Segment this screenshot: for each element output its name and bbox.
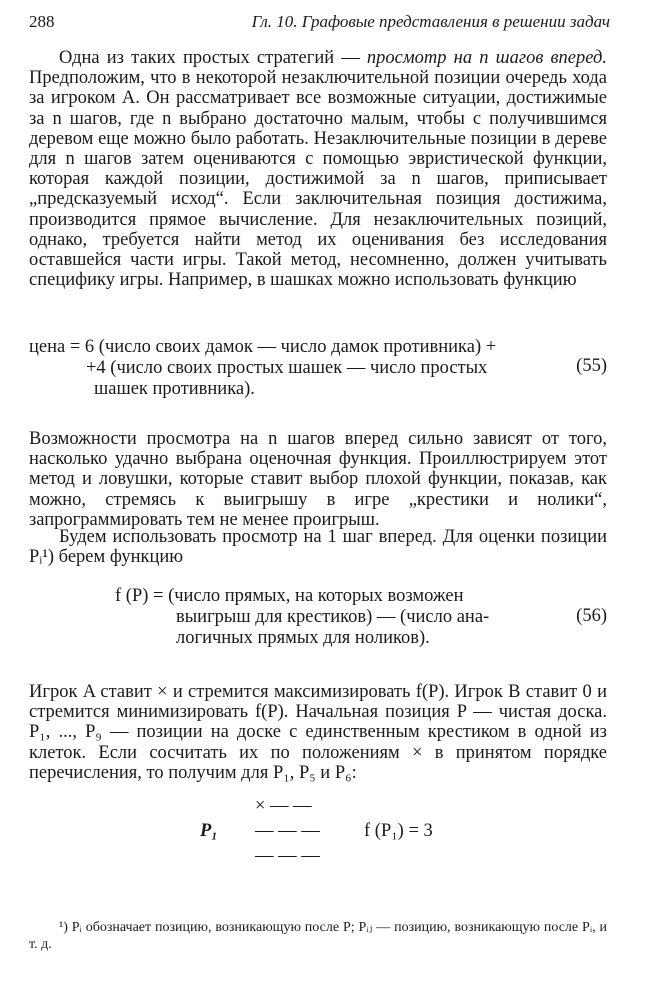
paragraph-players: Игрок A ставит × и стремится максимизировать f(P). Игрок B ставит 0 и стремится минимизировать f(P). Начальная позиция P — чистая доска. P₁, ..., P₉ — позиции на доске с единственным крестиком в одной из клеток. Если сосчитать их по положениям × в принятом порядке перечисления, то получим для P₁, P₅ и P₆: bbox=[29, 682, 607, 783]
formula-55-line-3: шашек противника). bbox=[94, 379, 255, 399]
board-label: P₁ bbox=[200, 821, 218, 841]
footnote: ¹) Pᵢ обозначает позицию, возникающую после P; Pᵢⱼ — позицию, возникающую после Pᵢ, и т. д. bbox=[29, 920, 607, 952]
paragraph-one-step: Будем использовать просмотр на 1 шаг вперед. Для оценки позиции Pᵢ¹) берем функцию bbox=[29, 527, 607, 568]
formula-55-line-1: цена = 6 (число своих дамок — число дамок противника) + bbox=[29, 337, 497, 357]
equation-number-56: (56) bbox=[576, 606, 607, 626]
formula-56-line-3: логичных прямых для ноликов). bbox=[176, 628, 430, 648]
paragraph-lookahead-lead: Одна из таких простых стратегий — bbox=[59, 48, 367, 68]
board-row-2: — — — bbox=[255, 821, 320, 841]
formula-55-line-2: +4 (число своих простых шашек — число простых bbox=[86, 358, 488, 378]
page-number: 288 bbox=[29, 12, 55, 31]
paragraph-lookahead-body: Предположим, что в некоторой незаключительной позиции очередь хода за игроком A. Он рассматривает все возможные ситуации, достижимые за n шагов, где n выбрано достаточно малым, чтобы с получившимся деревом еще можно было работать. Незаключительные позиции в дереве для n шагов затем оцениваются с помощью эвристической функции, которая каждой позиции, достижимой за n шагов, приписывает „предсказуемый исход“. Если заключительная позиция достижима, производится прямое вычисление. Для незаключительных позиций, однако, требуется найти метод их оценивания без исследования оставшейся части игры. Такой метод, несомненно, должен учитывать специфику игры. Например, в шашках можно использовать функцию bbox=[29, 68, 607, 291]
board-row-1: × — — bbox=[255, 796, 312, 816]
running-title: Гл. 10. Графовые представления в решении задач bbox=[251, 12, 610, 31]
paragraph-lookahead bbox=[29, 48, 607, 290]
equation-number-55: (55) bbox=[576, 356, 607, 376]
paragraph-evaluation: Возможности просмотра на n шагов вперед сильно зависят от того, насколько удачно выбрана оценочная функция. Проиллюстрируем этот метод и ловушки, которые ставит выбор плохой функции, показав, как можно, стремясь к выигрышу в игре „крестики и нолики“, запрограммировать тем не менее проигрыш. bbox=[29, 429, 607, 530]
formula-56-line-2: выигрыш для крестиков) — (число ана- bbox=[176, 607, 490, 627]
board-value: f (P₁) = 3 bbox=[364, 821, 433, 841]
formula-56-line-1: f (P) = (число прямых, на которых возможен bbox=[115, 586, 464, 606]
board-row-3: — — — bbox=[255, 846, 320, 866]
paragraph-lookahead-emphasis: просмотр на n шагов вперед. bbox=[366, 48, 607, 68]
